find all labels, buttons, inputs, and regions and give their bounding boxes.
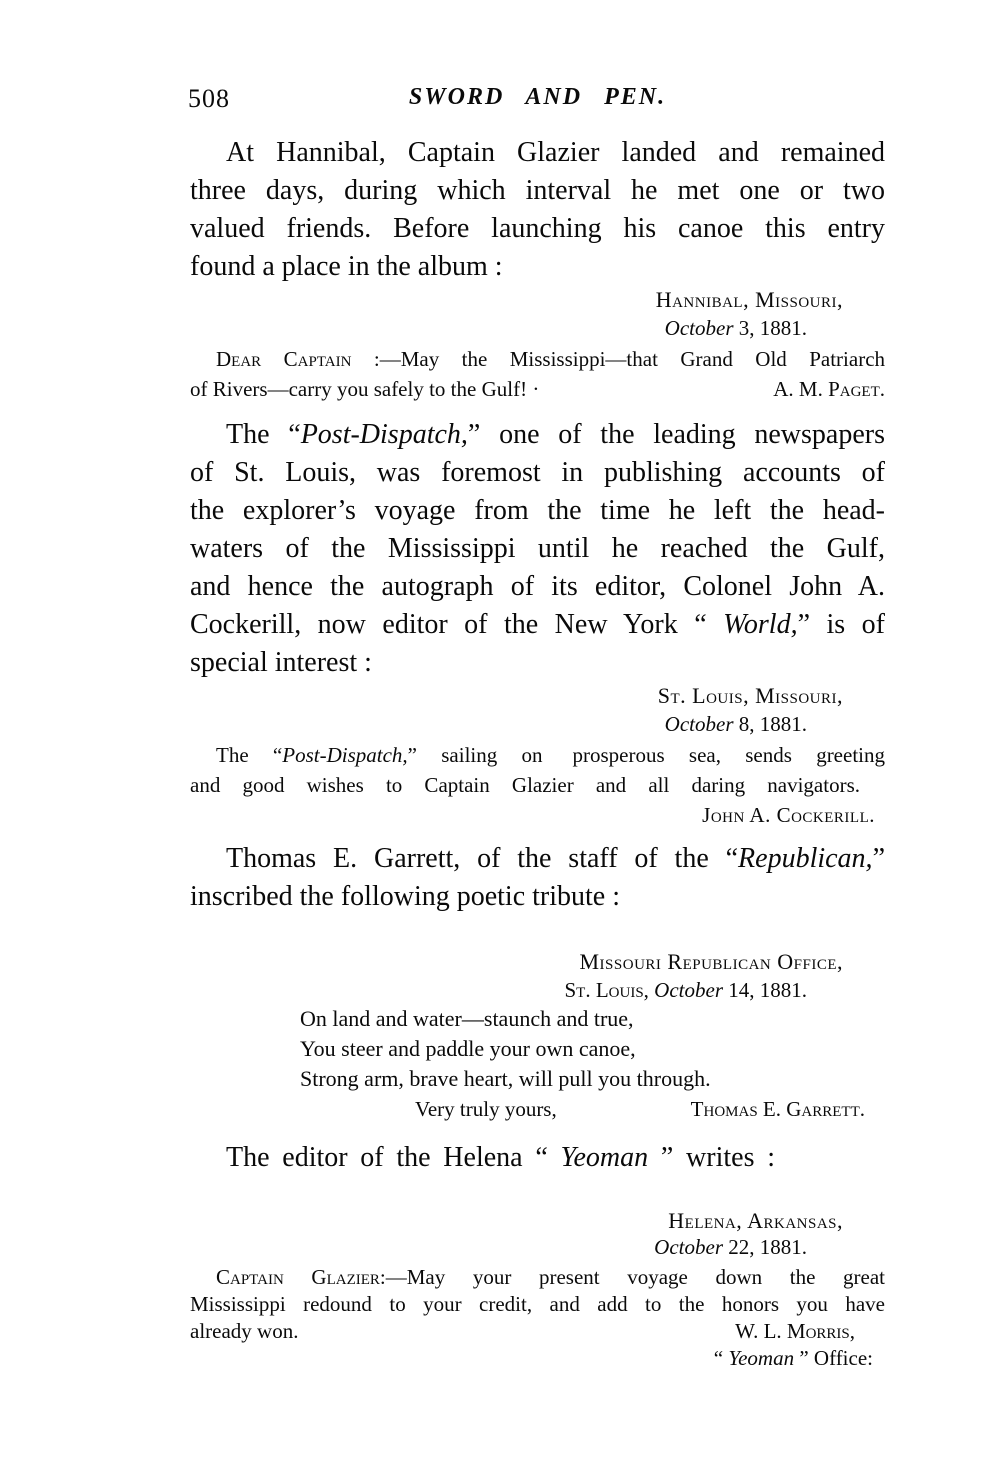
text-line — [190, 416, 885, 454]
letter-yeoman — [190, 1208, 885, 1372]
date-month: October — [654, 1235, 723, 1259]
text-run: “ — [713, 1346, 729, 1370]
text-line: special interest : — [190, 647, 372, 678]
valediction: Very truly yours, — [415, 1097, 557, 1121]
text-run: :—May the Mississippi—that Grand Old Patriarch — [351, 347, 886, 371]
text-line — [190, 374, 885, 404]
text-run: The “ — [216, 743, 283, 767]
text-run: ” Office: — [794, 1346, 873, 1370]
text-line — [190, 344, 885, 374]
text-line: At Hannibal, Captain Glazier landed and remained — [226, 137, 885, 168]
date-month: October — [664, 316, 734, 340]
poem — [300, 1004, 885, 1094]
poem-line: Strong arm, brave heart, will pull you through. — [300, 1066, 711, 1091]
date-month: October — [664, 712, 734, 736]
text-run: The “ — [226, 419, 301, 450]
letter-place: Hannibal, Missouri, — [655, 287, 843, 312]
paragraph-post-dispatch — [190, 416, 885, 682]
letter-date — [190, 1234, 885, 1260]
text-line: inscribed the following poetic tribute : — [190, 881, 621, 912]
date-month: October — [654, 978, 723, 1002]
newspaper-title: Post-Dispatch, — [300, 419, 468, 450]
letter-date — [190, 314, 885, 342]
page-title: SWORD AND PEN. — [408, 84, 667, 110]
newspaper-title: World, — [723, 609, 798, 640]
letter-signature: W. L. Morris, — [735, 1319, 855, 1343]
page-number: 508 — [188, 84, 230, 113]
text-line — [190, 1264, 885, 1291]
newspaper-title: Post-Dispatch, — [282, 743, 408, 767]
letter-hannibal — [190, 286, 885, 404]
running-head — [190, 84, 885, 114]
letter-date — [190, 976, 885, 1004]
text-line: found a place in the album : — [190, 251, 503, 282]
newspaper-title: Yeoman — [560, 1142, 649, 1173]
text-line: and good wishes to Captain Glazier and all daring navigators. — [190, 773, 860, 797]
poem-line: On land and water—staunch and true, — [300, 1006, 634, 1031]
letter-signature: Thomas E. Garrett. — [690, 1097, 865, 1121]
letter-body — [190, 1264, 885, 1372]
text-run: Cockerill, now editor of the New York “ — [190, 609, 724, 640]
text-line — [190, 1139, 775, 1177]
text-line — [190, 1318, 885, 1345]
date-rest: 3, 1881. — [733, 316, 807, 340]
letter-place: St. Louis, — [564, 978, 655, 1002]
text-run: The editor of the Helena “ — [226, 1142, 561, 1173]
text-line: waters of the Mississippi until he reached the Gulf, — [190, 533, 885, 564]
text-line — [190, 740, 885, 770]
letter-office-line — [190, 1345, 885, 1372]
text-line: valued friends. Before launching his canoe this entry — [190, 213, 885, 244]
text-line — [190, 840, 885, 878]
date-rest: 8, 1881. — [733, 712, 807, 736]
letter-signature: John A. Cockerill. — [702, 803, 875, 827]
letter-date — [190, 710, 885, 738]
letter-signature: A. M. Paget. — [773, 377, 885, 401]
valediction-line — [190, 1094, 885, 1124]
paragraph-garrett — [190, 840, 885, 916]
paragraph-intro-hannibal — [190, 134, 885, 286]
salutation: Captain Glazier — [216, 1265, 380, 1289]
text-run: ” one of the leading newspapers — [467, 419, 886, 450]
letter-body — [190, 344, 885, 404]
text-run: Thomas E. Garrett, of the staff of the “ — [226, 843, 739, 874]
text-run: of Rivers—carry you safely to the Gulf! · — [190, 377, 540, 401]
date-rest: 14, 1881. — [723, 978, 807, 1002]
letter-republican — [190, 948, 885, 1124]
letter-st-louis — [190, 682, 885, 830]
letter-place: St. Louis, Missouri, — [657, 683, 843, 708]
date-rest: 22, 1881. — [723, 1235, 807, 1259]
text-run: ” writes : — [648, 1142, 775, 1173]
newspaper-title: Republican, — [738, 843, 873, 874]
poem-line: You steer and paddle your own canoe, — [300, 1036, 636, 1061]
newspaper-title: Yeoman — [728, 1346, 795, 1370]
text-run: ” sailing on — [407, 743, 543, 767]
text-run: already won. — [190, 1319, 299, 1343]
salutation: Dear Captain — [216, 347, 352, 371]
text-run: ” is of — [797, 609, 885, 640]
text-line: of St. Louis, was foremost in publishing accounts of — [190, 457, 885, 488]
paragraph-yeoman — [190, 1139, 885, 1177]
text-line: three days, during which interval he met one or two — [190, 175, 885, 206]
text-line — [190, 606, 885, 644]
letter-office: Missouri Republican Office, — [579, 949, 843, 974]
text-line: and hence the autograph of its editor, Colonel John A. — [190, 571, 885, 602]
text-run: :—May your present voyage down the great — [379, 1265, 885, 1289]
text-run: ” — [872, 843, 885, 874]
letter-body — [190, 740, 885, 830]
text-run: prosperous sea, sends greeting — [572, 743, 885, 767]
text-line: the explorer’s voyage from the time he left the head- — [190, 495, 885, 526]
text-line: Mississippi redound to your credit, and add to the honors you have — [190, 1292, 885, 1316]
letter-place: Helena, Arkansas, — [668, 1208, 843, 1233]
